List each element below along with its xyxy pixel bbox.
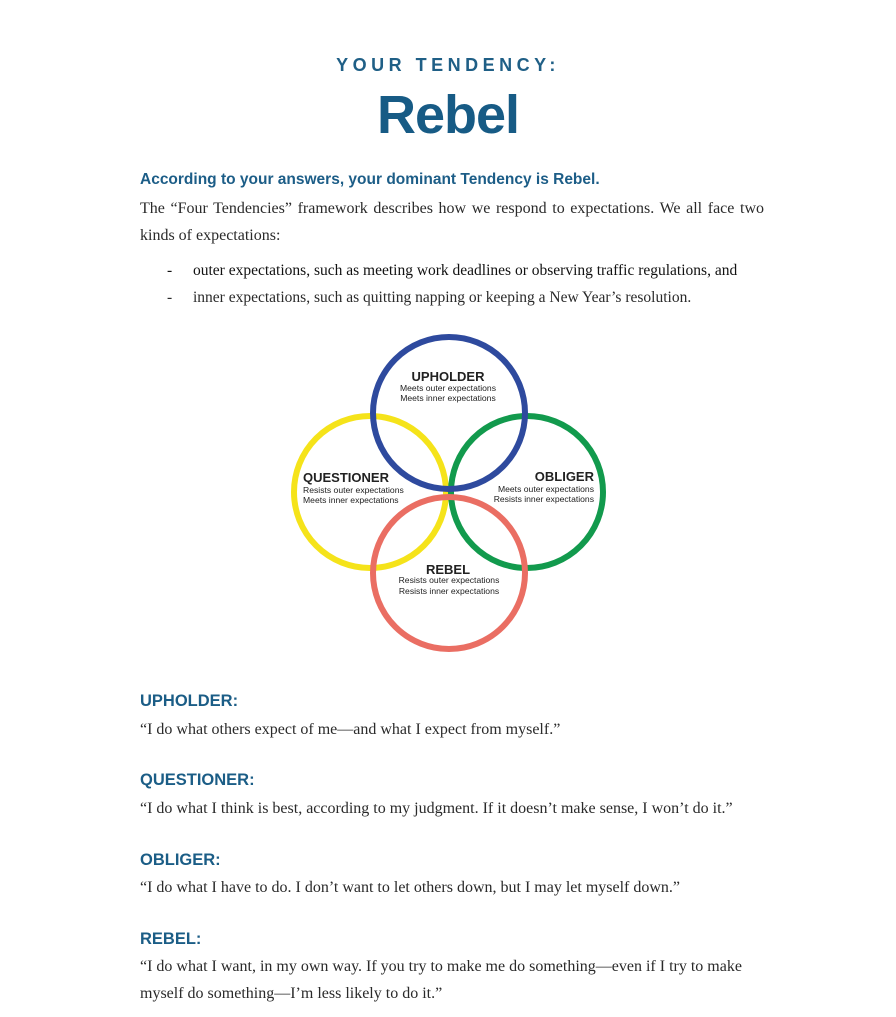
obliger-outer-text: Meets outer expectations — [497, 484, 594, 494]
bullet-item-outer — [167, 261, 737, 281]
rebel-heading: REBEL: — [140, 930, 202, 948]
rebel-inner-text: Resists inner expectations — [398, 586, 500, 596]
obliger-heading: OBLIGER: — [140, 851, 221, 869]
obliger-inner-text: Resists inner expectations — [493, 494, 594, 504]
upholder-outer-text: Meets outer expectations — [399, 383, 497, 393]
four-tendencies-diagram — [280, 325, 620, 665]
upholder-heading: UPHOLDER: — [140, 692, 239, 710]
questioner-heading: QUESTIONER: — [140, 771, 255, 789]
rebel-outer-text: Resists outer expectations — [398, 575, 500, 585]
upholder-quote: “I do what others expect of me—and what I expect from myself.” — [140, 721, 561, 738]
rebel-quote: “I do what I want, in my own way. If you try to make me do something—even if I try to make myself do something—I’m less likely to do it.” — [140, 958, 742, 1002]
page-title: Rebel — [376, 85, 520, 145]
questioner-outer-text: Resists outer expectations — [303, 485, 404, 495]
bullet-marker: - — [167, 262, 173, 279]
upholder-label: UPHOLDER — [411, 369, 485, 384]
tendency-eyebrow: YOUR TENDENCY: — [336, 55, 560, 75]
upholder-inner-text: Meets inner expectations — [400, 393, 496, 403]
bullet-text: inner expectations, such as quitting napping or keeping a New Year’s resolution. — [193, 289, 692, 306]
bullet-text: outer expectations, such as meeting work deadlines or observing traffic regulations, and — [193, 262, 738, 279]
questioner-label: QUESTIONER — [303, 470, 389, 485]
questioner-quote: “I do what I think is best, according to my judgment. If it doesn’t make sense, I won’t do it.” — [140, 800, 733, 817]
bullet-marker: - — [167, 289, 173, 306]
result-lead: According to your answers, your dominant Tendency is Rebel. — [140, 171, 600, 188]
rebel-label: REBEL — [425, 562, 471, 577]
obliger-quote: “I do what I have to do. I don’t want to let others down, but I may let myself down.” — [140, 879, 681, 896]
obliger-label: OBLIGER — [534, 469, 594, 484]
bullet-item-inner — [167, 288, 691, 308]
upholder-circle — [373, 337, 525, 489]
questioner-inner-text: Meets inner expectations — [303, 495, 399, 505]
intro-paragraph: The “Four Tendencies” framework describes how we respond to expectations. We all face two kinds of expectations: — [140, 200, 764, 244]
